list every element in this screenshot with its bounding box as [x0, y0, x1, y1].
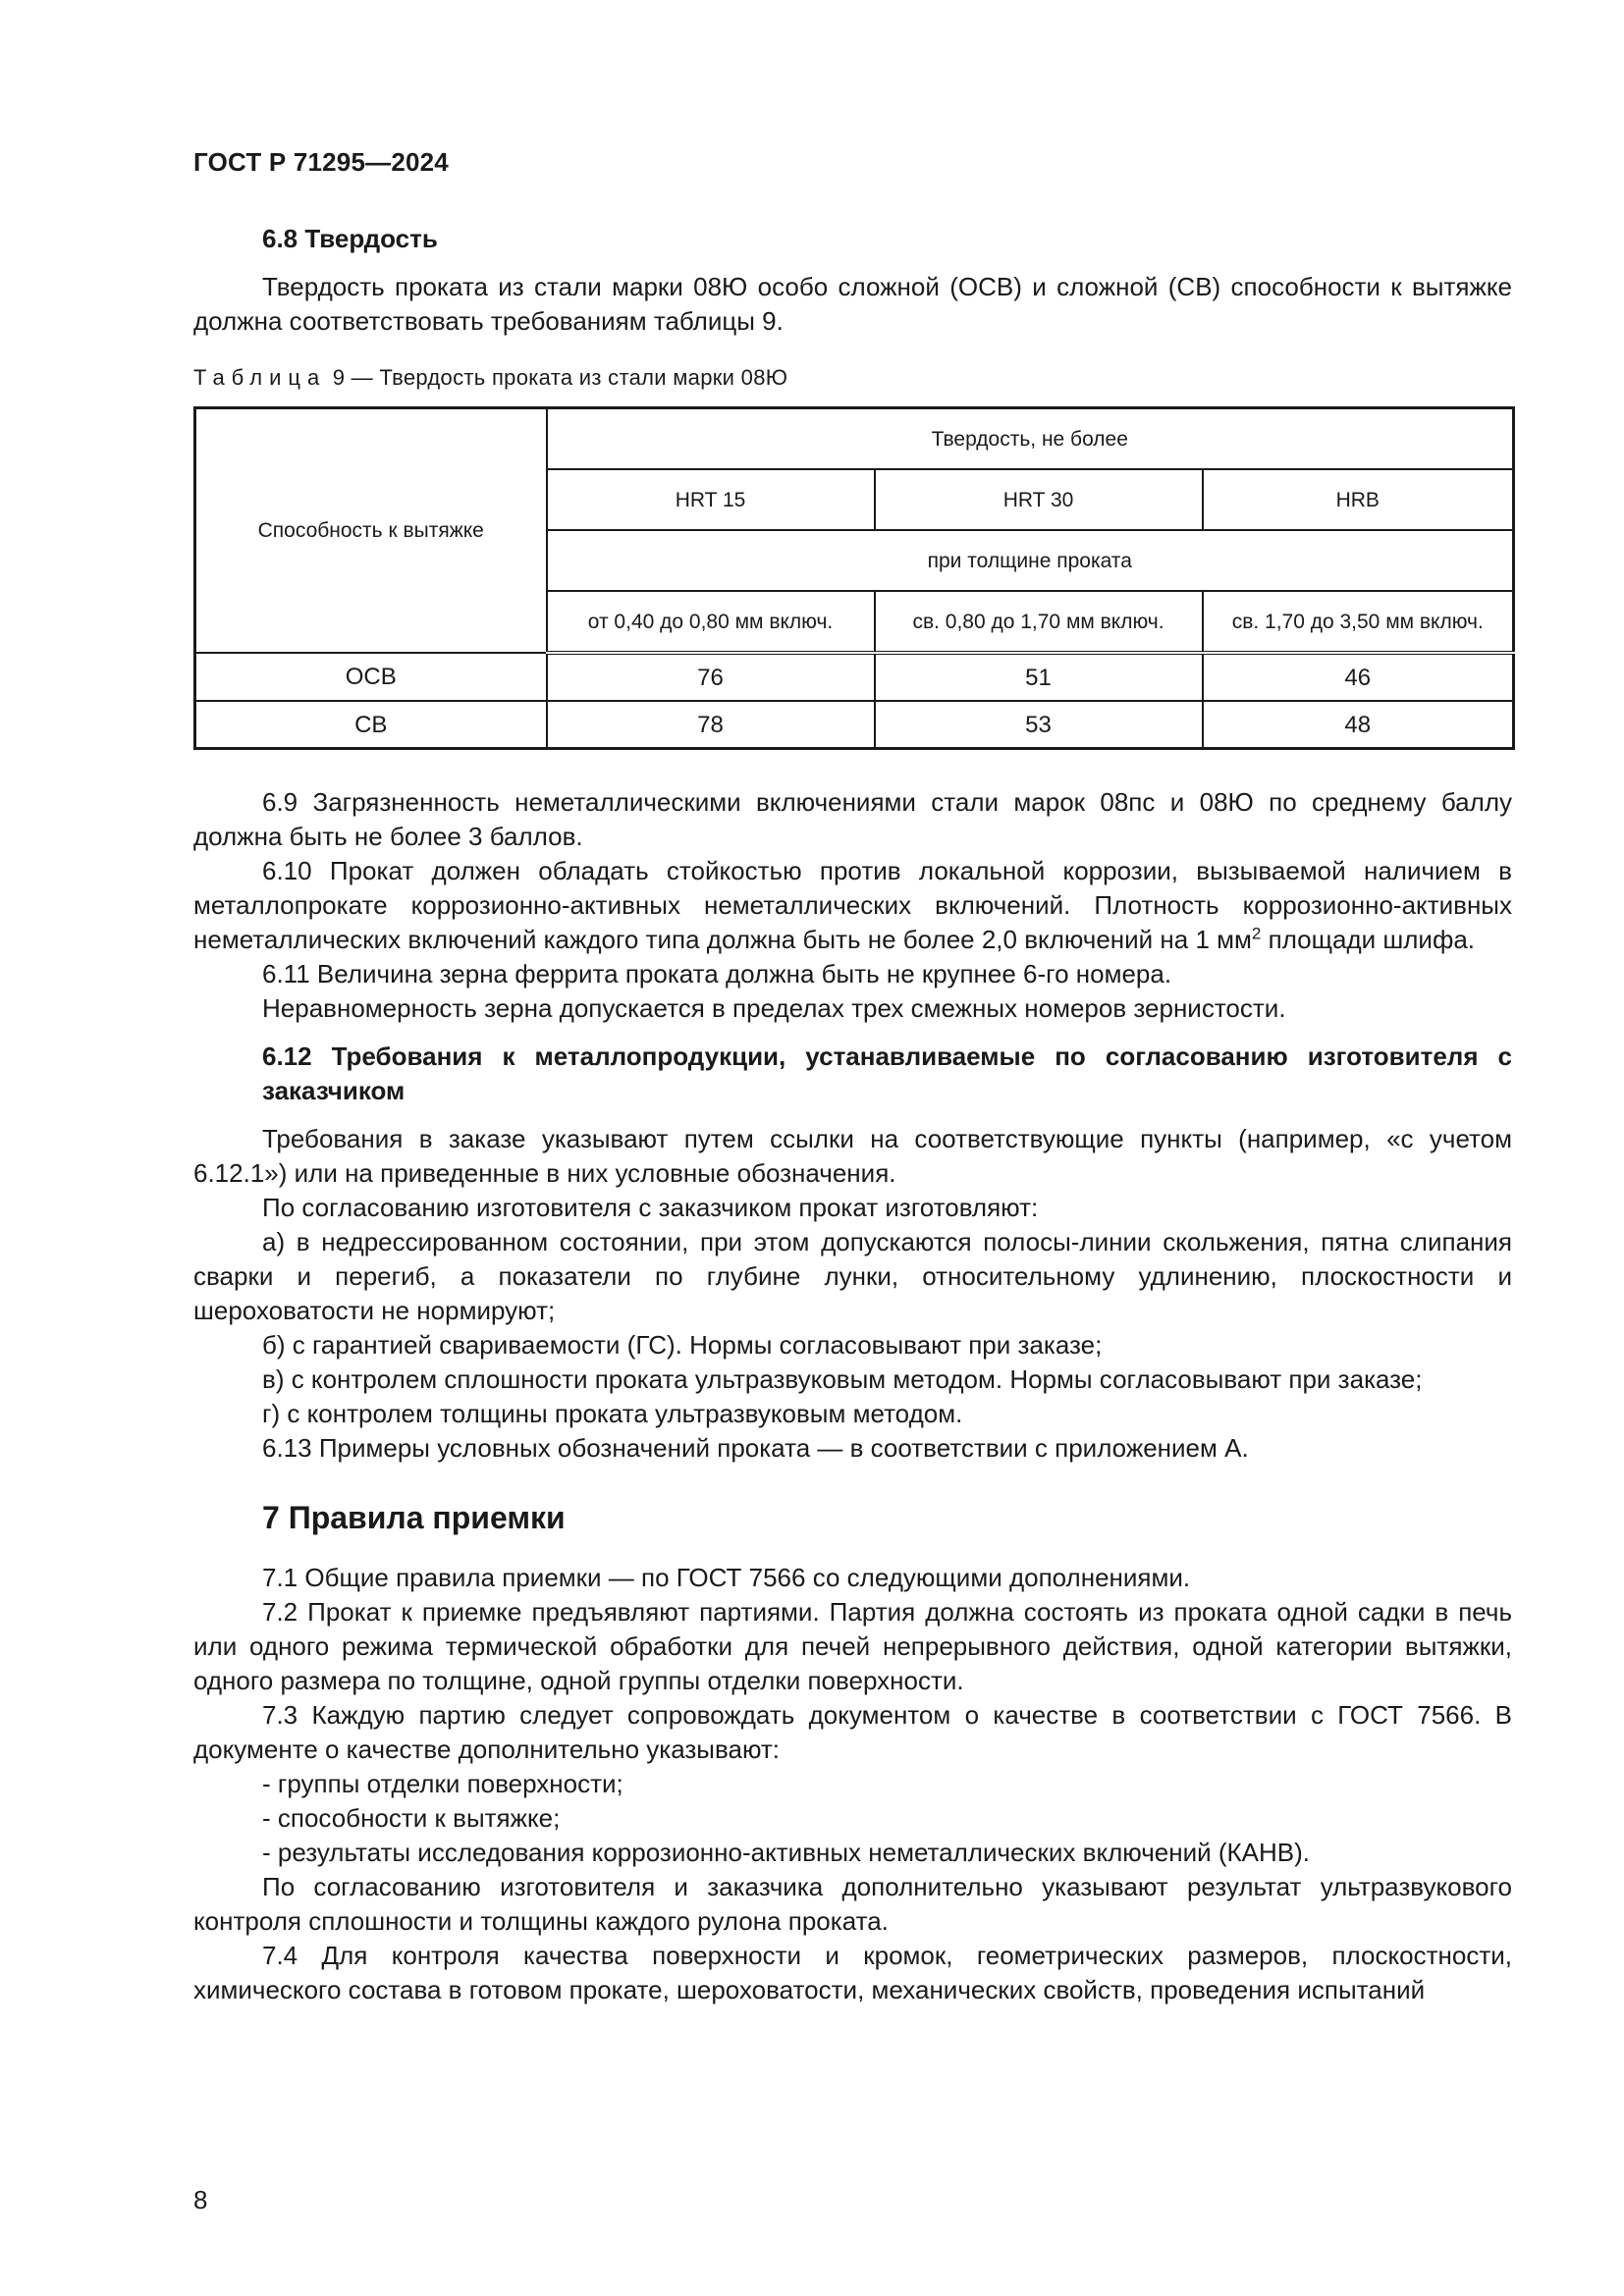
table-header-ability: Способность к вытяжке: [195, 408, 547, 654]
list-item: - результаты исследования коррозионно-активных неметаллических включений (КАНВ).: [262, 1838, 1310, 1867]
paragraph-6-10: [193, 854, 1512, 957]
list-item: в) с контролем сплошности проката ультразвуковым методом. Нормы согласовывают при заказе;: [262, 1364, 1423, 1394]
section-6-12-title: 6.12 Требования к металлопродукции, устанавливаемые по согласованию изготовителя с заказчиком: [262, 1041, 1512, 1105]
paragraph-6-11: 6.11 Величина зерна феррита проката должна быть не крупнее 6-го номера.: [262, 959, 1172, 988]
section-6-8-title: 6.8 Твердость: [262, 224, 438, 253]
table-9-caption-word: Таблица: [193, 365, 327, 390]
table-9-caption: [193, 360, 1512, 395]
list-item: б) с гарантией свариваемости (ГС). Нормы согласовывают при заказе;: [262, 1330, 1103, 1360]
superscript: 2: [1251, 924, 1262, 943]
table-row: [195, 701, 1514, 749]
table-9-hardness: [193, 406, 1515, 750]
table-cell: 48: [1203, 701, 1514, 749]
list-item: а) в недрессированном состоянии, при этом допускаются полосы-линии скольжения, пятна слипания сварки и перегиб, а показатели по глубине лунки, относительному удлинению, плоскостности и шероховатости не нормируют;: [193, 1227, 1512, 1325]
table-row: [195, 653, 1514, 701]
table-cell: 78: [547, 701, 875, 749]
table-header-scale: HRT 15: [547, 469, 875, 530]
section-6-8-text: Твердость проката из стали марки 08Ю особо сложной (ОСВ) и сложной (СВ) способности к вытяжке должна соответствовать требованиям таблицы 9.: [193, 272, 1512, 336]
document-header: ГОСТ Р 71295—2024: [193, 147, 449, 177]
table-cell: 53: [875, 701, 1203, 749]
paragraph-6-10-text: 6.10 Прокат должен обладать стойкостью против локальной коррозии, вызываемой наличием в металлопрокате коррозионно-активных неметаллических включений. Плотность коррозионно-активных неметаллических включений каждого типа должна быть не более 2,0 включений на 1 мм: [193, 856, 1512, 954]
table-header-hardness: Твердость, не более: [547, 408, 1514, 470]
paragraph-6-11-cont: Неравномерность зерна допускается в пределах трех смежных номеров зернистости.: [262, 993, 1286, 1023]
paragraph-7-2: 7.2 Прокат к приемке предъявляют партиями. Партия должна состоять из проката одной садки в печь или одного режима термической обработки для печей непрерывного действия, одной категории вытяжки, одного размера по толщине, одной группы отделки поверхности.: [193, 1597, 1512, 1695]
paragraph-6-13: 6.13 Примеры условных обозначений проката — в соответствии с приложением А.: [262, 1433, 1249, 1463]
table-9-caption-rest: 9 — Твердость проката из стали марки 08Ю: [332, 365, 788, 390]
table-header-scale: HRT 30: [875, 469, 1203, 530]
paragraph-6-10-tail: площади шлифа.: [1261, 925, 1476, 954]
table-header-range: от 0,40 до 0,80 мм включ.: [547, 591, 875, 653]
paragraph-6-12-intro: Требования в заказе указывают путем ссылки на соответствующие пункты (например, «с учетом 6.12.1») или на приведенные в них условные обозначения.: [193, 1124, 1512, 1188]
section-7-title: 7 Правила приемки: [262, 1500, 566, 1535]
paragraph-6-9: 6.9 Загрязненность неметаллическими включениями стали марок 08пс и 08Ю по среднему баллу должна быть не более 3 баллов.: [193, 787, 1512, 851]
document-body: [193, 222, 1512, 2007]
table-cell: 51: [875, 653, 1203, 701]
table-header-thickness: при толщине проката: [547, 530, 1514, 591]
page-number: 8: [193, 2185, 208, 2215]
paragraph-7-4: 7.4 Для контроля качества поверхности и кромок, геометрических размеров, плоскостности, химического состава в готовом прокате, шероховатости, механических свойств, проведения испытаний: [193, 1941, 1512, 2004]
table-cell: 46: [1203, 653, 1514, 701]
table-cell: 76: [547, 653, 875, 701]
list-item: г) с контролем толщины проката ультразвуковым методом.: [262, 1399, 963, 1428]
paragraph-7-3: 7.3 Каждую партию следует сопровождать документом о качестве в соответствии с ГОСТ 7566. В документе о качестве дополнительно указывают:: [193, 1700, 1512, 1764]
table-header-range: св. 0,80 до 1,70 мм включ.: [875, 591, 1203, 653]
paragraph-6-12-agreement: По согласованию изготовителя с заказчиком прокат изготовляют:: [262, 1193, 1039, 1222]
paragraph-7-1: 7.1 Общие правила приемки — по ГОСТ 7566 со следующими дополнениями.: [262, 1563, 1191, 1592]
list-item: - группы отделки поверхности;: [262, 1769, 623, 1798]
table-header-scale: HRB: [1203, 469, 1514, 530]
table-cell-label: ОСВ: [195, 653, 547, 701]
list-item: - способности к вытяжке;: [262, 1803, 561, 1833]
table-cell-label: СВ: [195, 701, 547, 749]
table-header-range: св. 1,70 до 3,50 мм включ.: [1203, 591, 1514, 653]
paragraph-7-3-after: По согласованию изготовителя и заказчика дополнительно указывают результат ультразвукового контроля сплошности и толщины каждого рулона проката.: [193, 1872, 1512, 1936]
